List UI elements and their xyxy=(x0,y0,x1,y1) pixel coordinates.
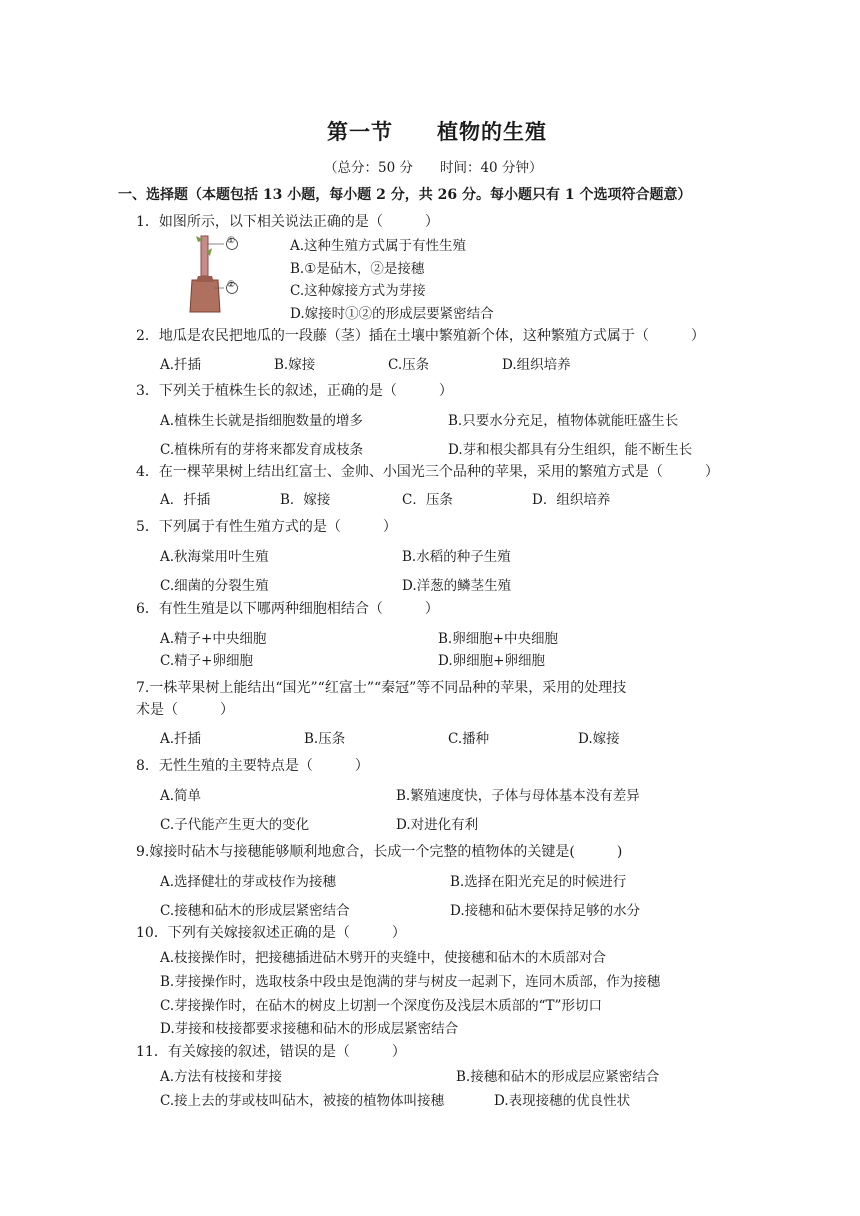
question-6-option-d: D.卵细胞+卵细胞 xyxy=(438,653,545,669)
figure-label-1: ① xyxy=(227,236,236,246)
question-3-option-d: D.芽和根尖都具有分生组织，能不断生长 xyxy=(448,442,693,458)
question-3-stem: 3．下列关于植株生长的叙述，正确的是（ ） xyxy=(136,383,453,399)
question-1-option-b: B.①是砧木，②是接穗 xyxy=(290,261,425,277)
question-7-stem-continued: 术是（ ） xyxy=(136,702,234,718)
question-6-option-b: B.卵细胞+中央细胞 xyxy=(438,631,559,647)
question-5-option-b: B.水稻的种子生殖 xyxy=(402,549,511,565)
question-7-option-d: D.嫁接 xyxy=(578,731,620,747)
question-4-option-d: D．组织培养 xyxy=(532,492,611,508)
question-11-stem: 11．有关嫁接的叙述，错误的是（ ） xyxy=(136,1044,406,1060)
question-6-option-c: C.精子+卵细胞 xyxy=(160,653,253,669)
page-title: 第一节 植物的生殖 xyxy=(327,120,547,144)
question-7-option-b: B.压条 xyxy=(304,731,346,747)
question-9-option-b: B.选择在阳光充足的时候进行 xyxy=(450,874,627,890)
question-5-option-d: D.洋葱的鳞茎生殖 xyxy=(402,578,512,594)
question-2-option-c: C.压条 xyxy=(388,357,430,373)
question-10-option-a: A.枝接操作时，把接穗插进砧木劈开的夹缝中，使接穗和砧木的木质部对合 xyxy=(160,950,607,966)
question-10-option-c: C.芽接操作时，在砧木的树皮上切割一个深度伤及浅层木质部的“T”形切口 xyxy=(160,998,602,1014)
question-5-option-a: A.秋海棠用叶生殖 xyxy=(160,549,269,565)
question-8-option-a: A.简单 xyxy=(160,788,202,804)
question-9-stem: 9.嫁接时砧木与接穗能够顺利地愈合，长成一个完整的植物体的关键是( ) xyxy=(136,844,623,860)
question-8-option-c: C.子代能产生更大的变化 xyxy=(160,817,310,833)
question-9-option-a: A.选择健壮的芽或枝作为接穗 xyxy=(160,874,337,890)
question-2-option-d: D.组织培养 xyxy=(502,357,571,373)
question-6-stem: 6．有性生殖是以下哪两种细胞相结合（ ） xyxy=(136,601,439,617)
question-11-option-b: B.接穗和砧木的形成层应紧密结合 xyxy=(456,1069,660,1085)
question-1-option-d: D.嫁接时①②的形成层要紧密结合 xyxy=(290,306,494,322)
question-1-option-a: A.这种生殖方式属于有性生殖 xyxy=(290,238,467,254)
question-11-option-c: C.接上去的芽或枝叫砧木，被接的植物体叫接穗 xyxy=(160,1093,445,1109)
question-5-stem: 5．下列属于有性生殖方式的是（ ） xyxy=(136,519,397,535)
question-1-stem: 1．如图所示，以下相关说法正确的是（ ） xyxy=(136,214,439,230)
question-7-option-a: A.扦插 xyxy=(160,731,202,747)
page-subtitle: （总分：50 分 时间：40 分钟） xyxy=(324,160,543,176)
figure-label-2: ② xyxy=(227,280,236,290)
question-2-option-b: B.嫁接 xyxy=(274,357,316,373)
question-7-stem: 7.一株苹果树上能结出“国光”“红富士”“秦冠”等不同品种的苹果，采用的处理技 xyxy=(136,680,627,696)
question-4-option-c: C．压条 xyxy=(402,492,453,508)
question-11-option-a: A.方法有枝接和芽接 xyxy=(160,1069,283,1085)
question-8-stem: 8．无性生殖的主要特点是（ ） xyxy=(136,758,369,774)
question-3-option-b: B.只要水分充足，植物体就能旺盛生长 xyxy=(448,413,679,429)
question-5-option-c: C.细菌的分裂生殖 xyxy=(160,578,269,594)
question-3-option-a: A.植株生长就是指细胞数量的增多 xyxy=(160,413,364,429)
question-7-option-c: C.播种 xyxy=(448,731,490,747)
question-9-option-c: C.接穗和砧木的形成层紧密结合 xyxy=(160,903,350,919)
question-4-option-b: B．嫁接 xyxy=(280,492,331,508)
question-6-option-a: A.精子+中央细胞 xyxy=(160,631,267,647)
question-3-option-c: C.植株所有的芽将来都发育成枝条 xyxy=(160,442,364,458)
question-4-option-a: A．扦插 xyxy=(160,492,211,508)
grafting-figure xyxy=(184,232,244,314)
question-1-option-c: C.这种嫁接方式为芽接 xyxy=(290,283,426,299)
question-9-option-d: D.接穗和砧木要保持足够的水分 xyxy=(450,903,641,919)
question-10-stem: 10．下列有关嫁接叙述正确的是（ ） xyxy=(136,925,406,941)
section-heading: 一、选择题（本题包括 13 小题，每小题 2 分，共 26 分。每小题只有 1 个选项符合题意） xyxy=(118,187,692,203)
question-10-option-d: D.芽接和枝接都要求接穗和砧木的形成层紧密结合 xyxy=(160,1021,459,1037)
question-8-option-d: D.对进化有利 xyxy=(396,817,479,833)
question-4-stem: 4．在一棵苹果树上结出红富士、金帅、小国光三个品种的苹果，采用的繁殖方式是（ ） xyxy=(136,464,719,480)
question-11-option-d: D.表现接穗的优良性状 xyxy=(494,1093,631,1109)
question-10-option-b: B.芽接操作时，选取枝条中段虫是饱满的芽与树皮一起剥下，连同木质部，作为接穗 xyxy=(160,974,661,990)
question-8-option-b: B.繁殖速度快，子体与母体基本没有差异 xyxy=(396,788,640,804)
question-2-stem: 2．地瓜是农民把地瓜的一段藤（茎）插在土壤中繁殖新个体，这种繁殖方式属于（ ） xyxy=(136,328,705,344)
question-2-option-a: A.扦插 xyxy=(160,357,202,373)
